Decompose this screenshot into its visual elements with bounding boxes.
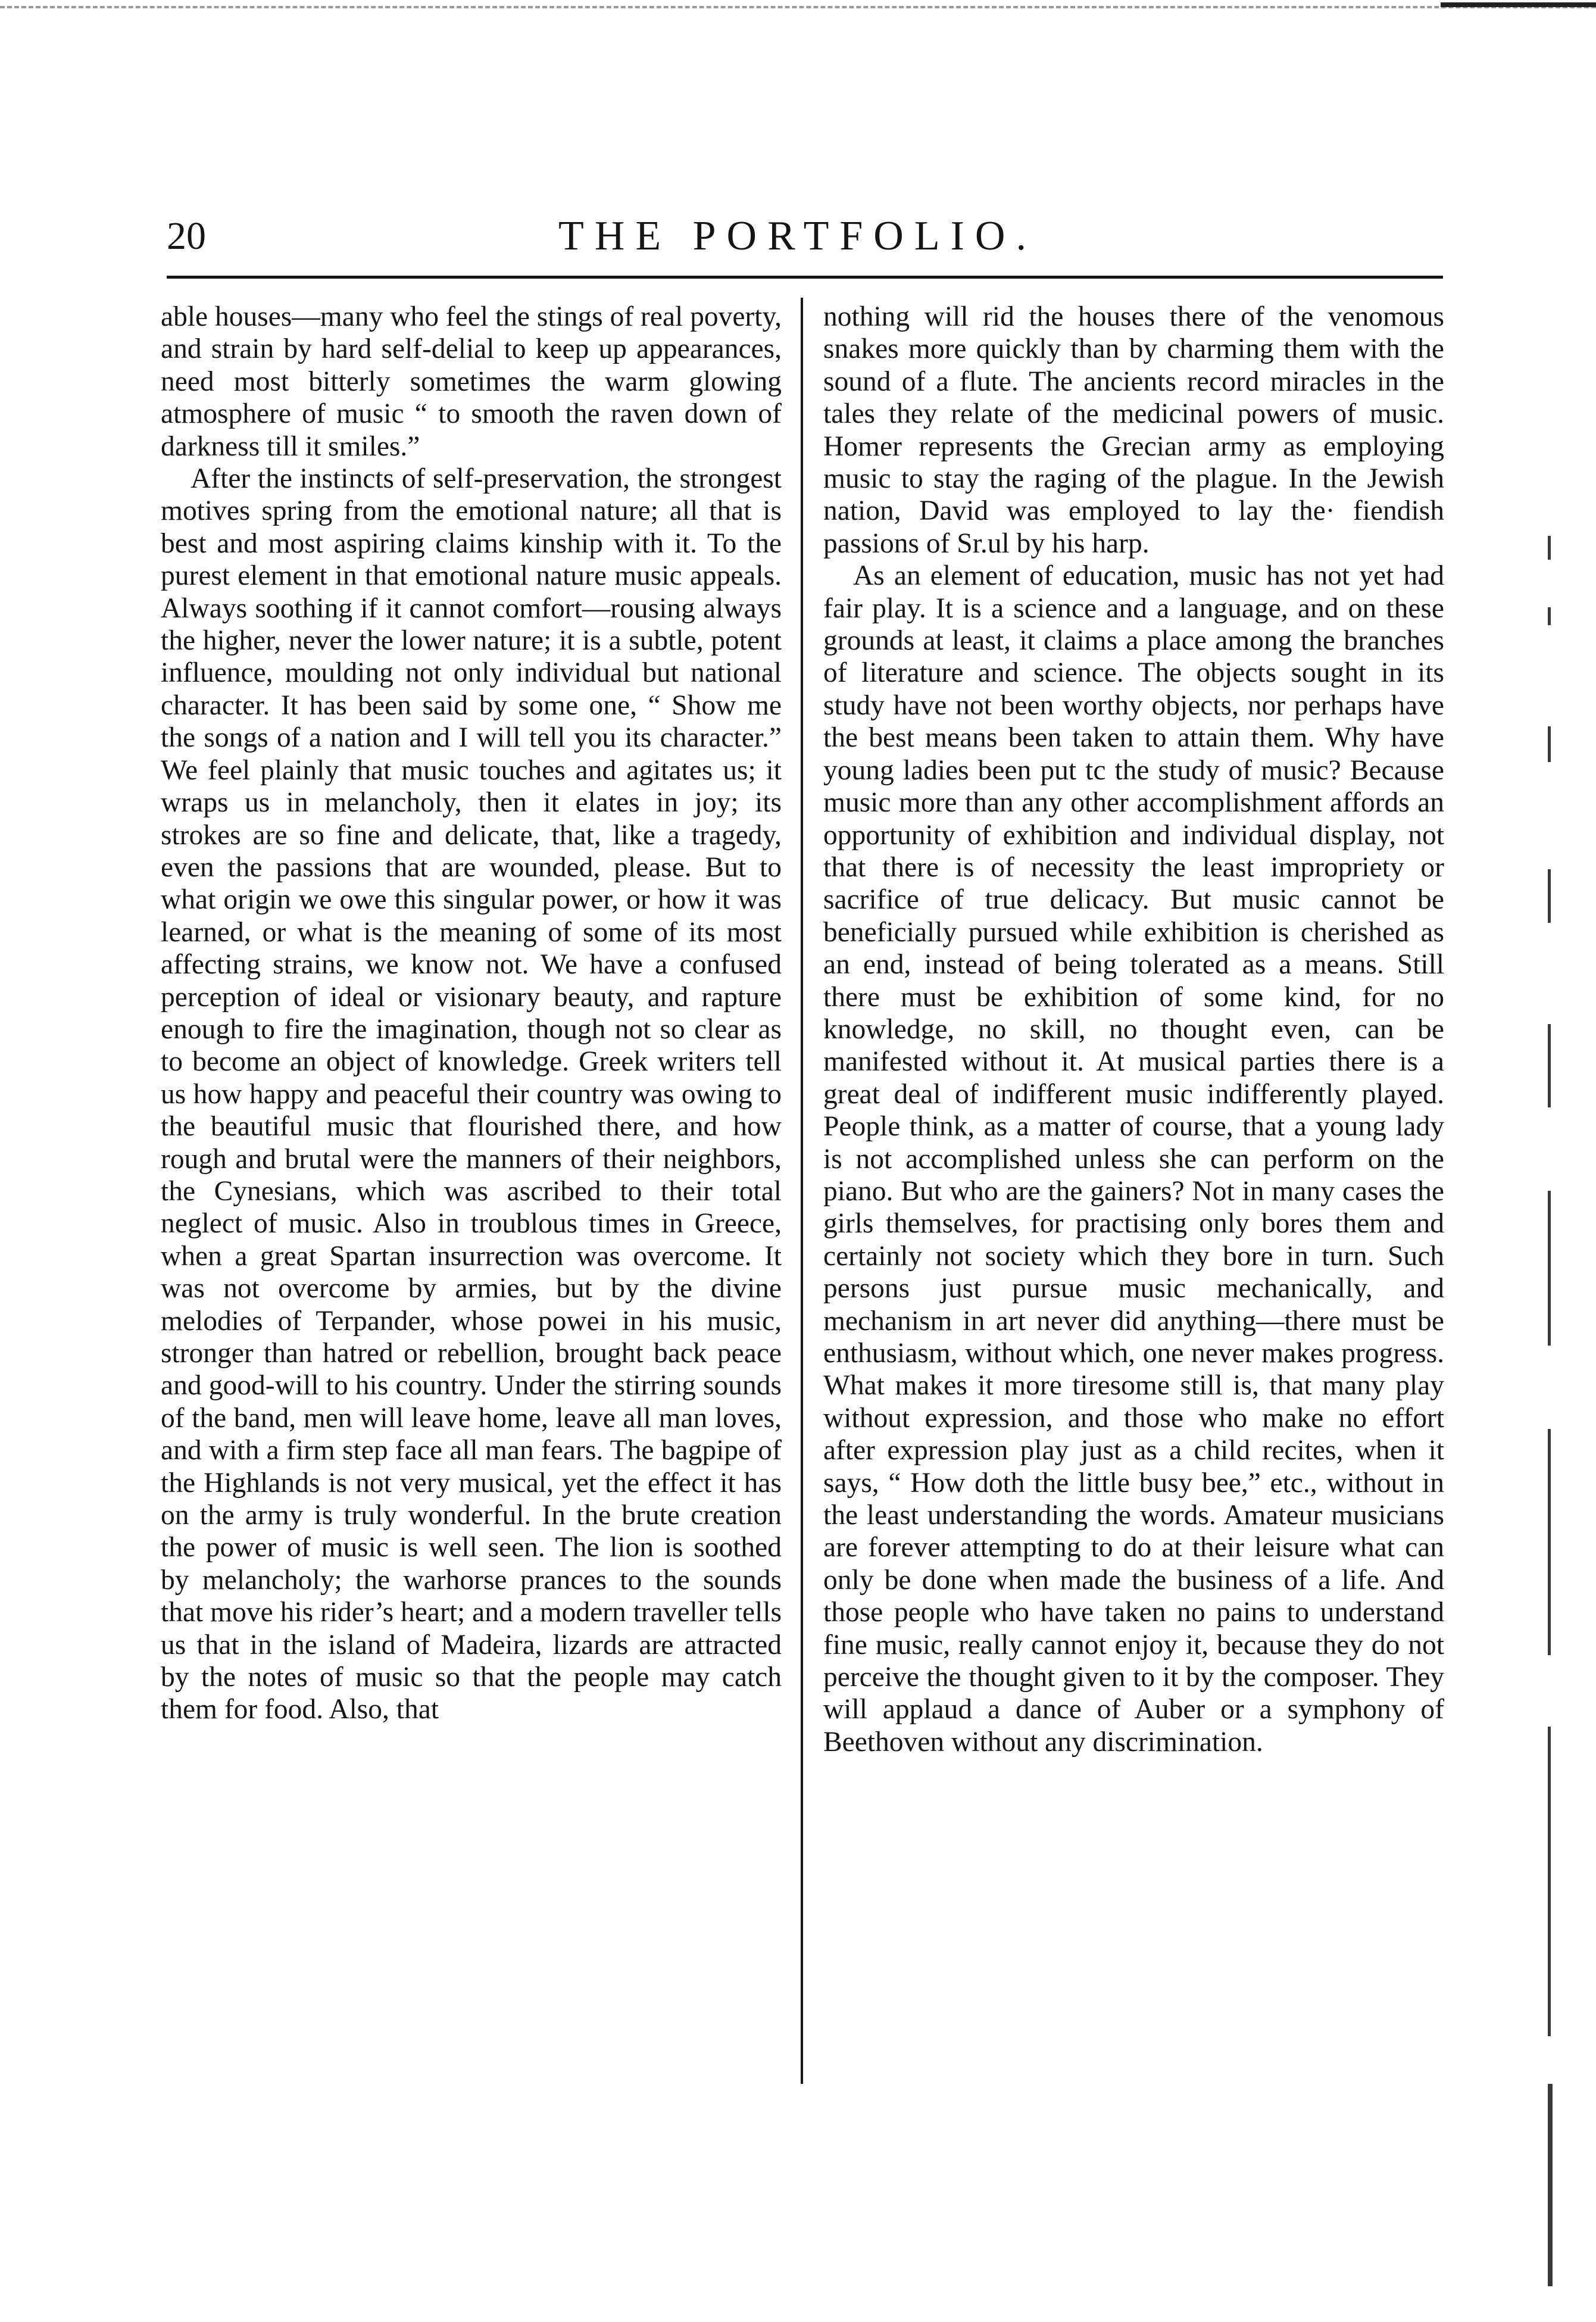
page-number: 20: [167, 214, 206, 258]
column-divider: [801, 298, 803, 2084]
running-title: THE PORTFOLIO.: [558, 213, 1037, 259]
top-edge-rule: [0, 6, 1596, 8]
paragraph: able houses—many who feel the stings of real poverty, and strain by hard self-delial to keep up appearances, need most bitterly sometimes the warm glowing atmosphere of music “ to smooth the raven down of darkness till it smiles.”: [161, 301, 782, 462]
left-column: [161, 301, 782, 1726]
paragraph: As an element of education, music has not yet had fair play. It is a science and a language, and on these grounds at least, it claims a place among the branches of literature and science. The objects sought in its study have not been worthy objects, nor perhaps have the best means been taken to attain them. Why have young ladies been put tc the study of music? Because music more than any other accomplishment affords an opportunity of exhibition and individual display, not that there is of necessity the least impropriety or sacrifice of true delicacy. But musiс cannot be beneficially pursued while exhibition is cherished as an end, instead of being tolerated as a means. Still there must be exhibition of some kind, for no knowledge, no skill, no thought even, can be manifested without it. At musical parties there is a great deal of indifferent music indifferently played. People think, as a matter of course, that a young lady is not accomplished unless she can perform on the piano. But who are the gainers? Not in many cases the girls themselves, for practising only bores them and certainly not society which they bore in turn. Such persons just pursue music mechanically, and mechanism in art never did anything—there must be enthusiasm, without which, one never makes progress. What makes it more tiresome still is, that many play without expression, and those who make no effort after expression play just as a child recites, when it says, “ How doth the little busy bee,” etc., without in the least understanding the words. Amateur musicians are forever attempting to do at their leisure what can only be done when made the business of a life. And those people who have taken no pains to understand fine music, really cannot enjoy it, because they do not perceive the thought given to it by the composer. They will applaud a dance of Auber or a symphony of Beethoven without any discrimination.: [823, 560, 1444, 1758]
paragraph: After the instincts of self-preservation, the strongest motives spring from the emotional nature; all that is best and most aspiring claims kinship with it. To the purest element in that emotional nature music appeals. Always soothing if it cannot comfort—rousing always the higher, never the lower nature; it is a subtle, potent influence, moulding not only individual but national character. It has been said by some one, “ Show me the songs of a nation and I will tell you its character.” We feel plainly that music touches and agitates us; it wraps us in melancholy, then it elates in joy; its strokes are so fine and delicate, that, like a tragedy, even the passions that are wounded, please. But to what origin we owe this singular power, or how it was learned, or what is the meaning of some of its most affecting strains, we know not. We have a confused perception of ideal or visionary beauty, and rapture enough to fire the imagination, though not so clear as to become an object of knowledge. Greek writers tell us how happy and peaceful their country was owing to the beautiful music that flourished there, and how rough and brutal were the manners of their neighbors, the Cynesians, which was ascribed to their total neglect of music. Also in troublous times in Greece, when a great Spartan insurrection was overcome. It was not overcome by armies, but by the divine melodies of Terpander, whose powei in his music, stronger than hatred or rebellion, brought back peace and good-will to his country. Under the stirring sounds of the band, men will leave home, leave all man loves, and with a firm step face all man fears. The bagpipe of the Highlands is not very musical, yet the effect it has on the army is truly wonderful. In the brute creation the power of music is well seen. The lion is soothed by melancholy; the warhorse prances to the sounds that move his rider’s heart; and a modern traveller tells us that in the island of Madeira, lizards are attracted by the notes of music so that the people may catch them for food. Also, that: [161, 463, 782, 1725]
header-rule: [167, 276, 1443, 279]
paragraph: nothing will rid the houses there of the venomous snakes more quickly than by charming them with the sound of a flute. The ancients record miracles in the tales they relate of the medicinal powers of music. Homer represents the Grecian army as employing music to stay the raging of the plague. In the Jewish nation, David was employed to lay the· fiendish passions of Sr.ul by his harp.: [823, 301, 1444, 559]
page-edge-marks: [1548, 536, 1589, 2292]
page-header: [149, 210, 1447, 263]
right-column: [823, 301, 1444, 1758]
corner-edge-rule: [1441, 2, 1596, 7]
